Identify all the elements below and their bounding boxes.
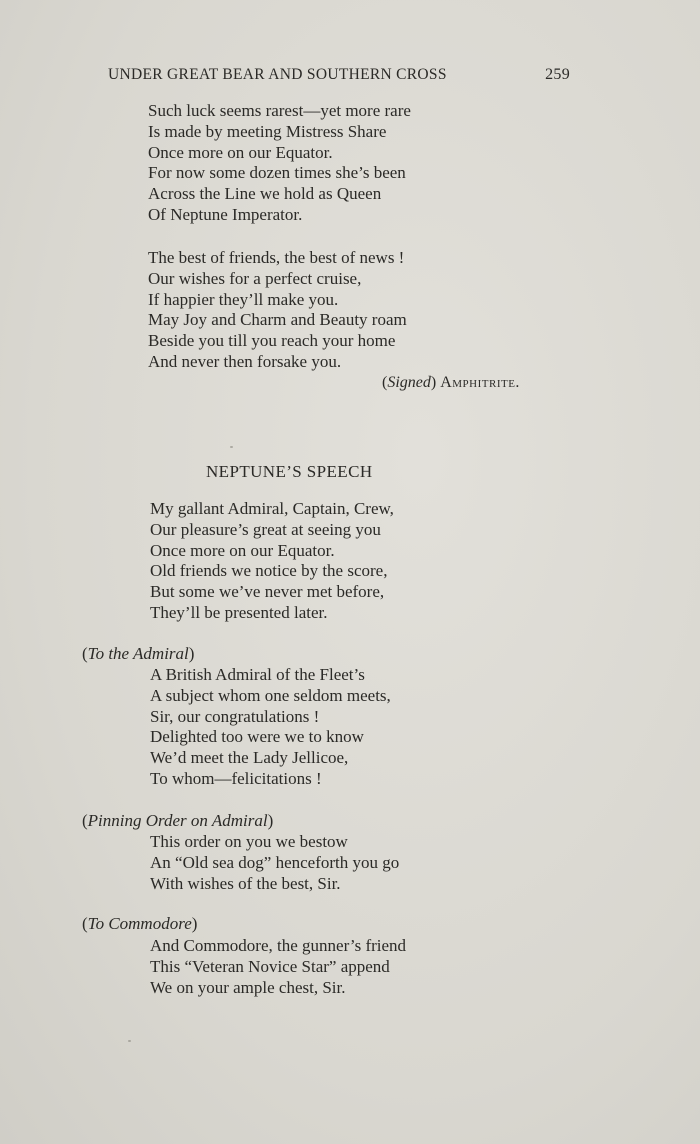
poem-line: Once more on our Equator. — [148, 142, 333, 162]
direction-text: Pinning Order on Admiral — [87, 811, 268, 830]
to-admiral-stanza — [150, 665, 391, 790]
poem-line: Is made by meeting Mistress Share — [148, 121, 387, 141]
poem-line: Once more on our Equator. — [150, 540, 335, 560]
stage-direction-to-admiral — [82, 644, 194, 664]
section-heading: NEPTUNE’S SPEECH — [206, 462, 373, 481]
poem-line: Such luck seems rarest—yet more rare — [148, 101, 411, 120]
poem-line: An “Old sea dog” henceforth you go — [150, 852, 400, 872]
signature-name: Amphitrite. — [440, 374, 520, 391]
poem-line: We’d meet the Lady Jellicoe, — [150, 748, 349, 768]
paper-speck — [128, 1040, 131, 1042]
poem-line: We on your ample chest, Sir. — [150, 977, 346, 997]
poem-line: They’ll be presented later. — [150, 602, 328, 622]
direction-text: To the Admiral — [87, 644, 189, 663]
running-title: UNDER GREAT BEAR AND SOUTHERN CROSS — [108, 66, 447, 83]
poem-line: The best of friends, the best of news ! — [148, 248, 405, 267]
poem-line: And Commodore, the gunner’s friend — [150, 936, 407, 955]
amphitrite-stanza-2 — [148, 248, 407, 373]
poem-line: My gallant Admiral, Captain, Crew, — [150, 499, 394, 518]
pinning-order-stanza — [150, 832, 399, 894]
stage-direction-pinning-order — [82, 811, 273, 831]
amphitrite-stanza-1 — [148, 101, 411, 226]
signature-signed: Signed — [387, 374, 431, 391]
poem-line: For now some dozen times she’s been — [148, 163, 406, 183]
direction-paren-close: ) — [188, 644, 195, 663]
direction-paren-close: ) — [191, 914, 198, 933]
poem-line: And never then forsake you. — [148, 351, 342, 371]
neptune-opening-stanza — [150, 499, 394, 624]
poem-line: May Joy and Charm and Beauty roam — [148, 310, 407, 330]
poem-line: Old friends we notice by the score, — [150, 561, 388, 581]
signature — [382, 374, 520, 392]
poem-line: A British Admiral of the Fleet’s — [150, 665, 365, 684]
poem-line: This order on you we bestow — [150, 832, 348, 851]
poem-line: To whom—felicitations ! — [150, 768, 322, 788]
poem-line: Of Neptune Imperator. — [148, 204, 303, 224]
to-commodore-stanza — [150, 936, 406, 998]
poem-line: Across the Line we hold as Queen — [148, 184, 382, 204]
stage-direction-to-commodore — [82, 914, 197, 934]
poem-line: If happier they’ll make you. — [148, 289, 339, 309]
direction-paren-close: ) — [267, 811, 274, 830]
poem-line: Our wishes for a perfect cruise, — [148, 268, 362, 288]
poem-line: Delighted too were we to know — [150, 727, 364, 747]
poem-line: Our pleasure’s great at seeing you — [150, 519, 381, 539]
direction-paren-open: ( — [82, 811, 88, 830]
signature-paren-close: ) — [430, 374, 437, 391]
signature-paren-open: ( — [382, 374, 388, 391]
poem-line: Sir, our congratulations ! — [150, 706, 320, 726]
poem-line: But some we’ve never met before, — [150, 582, 385, 602]
poem-line: Beside you till you reach your home — [148, 331, 396, 351]
direction-text: To Commodore — [87, 914, 192, 933]
paper-speck — [230, 446, 233, 448]
poem-line: This “Veteran Novice Star” append — [150, 956, 390, 976]
poem-line: A subject whom one seldom meets, — [150, 685, 391, 705]
poem-line: With wishes of the best, Sir. — [150, 873, 341, 893]
direction-paren-open: ( — [82, 914, 88, 933]
page-number: 259 — [545, 66, 570, 83]
direction-paren-open: ( — [82, 644, 88, 663]
